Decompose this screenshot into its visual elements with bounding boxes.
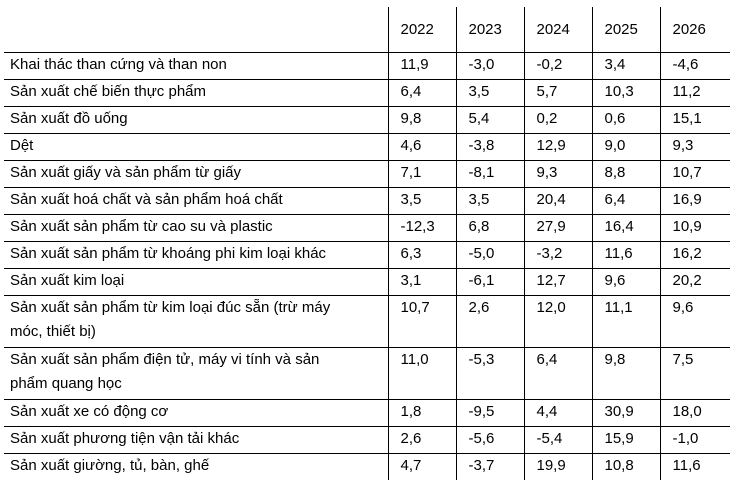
row-label: Sản xuất xe có động cơ bbox=[4, 400, 388, 427]
value-cell: 9,3 bbox=[660, 134, 730, 161]
row-label: Sản xuất phương tiện vận tải khác bbox=[4, 427, 388, 454]
value-cell: 3,5 bbox=[388, 188, 456, 215]
table-row bbox=[4, 427, 730, 454]
table-row bbox=[4, 80, 730, 107]
row-label: Dệt bbox=[4, 134, 388, 161]
value-cell: 30,9 bbox=[592, 400, 660, 427]
value-cell: 20,4 bbox=[524, 188, 592, 215]
value-cell: -5,4 bbox=[524, 427, 592, 454]
value-cell: 12,9 bbox=[524, 134, 592, 161]
value-cell: -5,0 bbox=[456, 242, 524, 269]
value-cell: 6,8 bbox=[456, 215, 524, 242]
value-cell: 11,6 bbox=[592, 242, 660, 269]
table-body bbox=[4, 53, 730, 480]
value-cell: 3,5 bbox=[456, 80, 524, 107]
value-cell: 11,2 bbox=[660, 80, 730, 107]
value-cell: 2,6 bbox=[388, 427, 456, 454]
value-cell: 3,4 bbox=[592, 53, 660, 80]
value-cell: 9,3 bbox=[524, 161, 592, 188]
value-cell: 9,6 bbox=[592, 269, 660, 296]
value-cell: -3,7 bbox=[456, 454, 524, 480]
value-cell: 12,7 bbox=[524, 269, 592, 296]
value-cell: 10,7 bbox=[388, 296, 456, 348]
column-header: 2023 bbox=[456, 7, 524, 53]
table-row bbox=[4, 188, 730, 215]
value-cell: 6,4 bbox=[524, 348, 592, 400]
column-header: 2025 bbox=[592, 7, 660, 53]
value-cell: -5,3 bbox=[456, 348, 524, 400]
value-cell: 11,1 bbox=[592, 296, 660, 348]
value-cell: 9,8 bbox=[388, 107, 456, 134]
value-cell: -12,3 bbox=[388, 215, 456, 242]
value-cell: 9,8 bbox=[592, 348, 660, 400]
row-label: Sản xuất chế biến thực phẩm bbox=[4, 80, 388, 107]
table-row bbox=[4, 107, 730, 134]
value-cell: 4,4 bbox=[524, 400, 592, 427]
value-cell: -6,1 bbox=[456, 269, 524, 296]
value-cell: 2,6 bbox=[456, 296, 524, 348]
value-cell: -3,8 bbox=[456, 134, 524, 161]
value-cell: 9,6 bbox=[660, 296, 730, 348]
row-label bbox=[4, 348, 388, 400]
row-label: Sản xuất giấy và sản phẩm từ giấy bbox=[4, 161, 388, 188]
column-header: 2022 bbox=[388, 7, 456, 53]
value-cell: 15,1 bbox=[660, 107, 730, 134]
value-cell: 0,6 bbox=[592, 107, 660, 134]
value-cell: -1,0 bbox=[660, 427, 730, 454]
row-label-line: phẩm quang học bbox=[10, 372, 388, 396]
row-label: Sản xuất sản phẩm từ khoáng phi kim loại khác bbox=[4, 242, 388, 269]
value-cell: 3,5 bbox=[456, 188, 524, 215]
value-cell: 5,7 bbox=[524, 80, 592, 107]
value-cell: 11,0 bbox=[388, 348, 456, 400]
table-row bbox=[4, 454, 730, 480]
row-label: Sản xuất kim loại bbox=[4, 269, 388, 296]
value-cell: -3,0 bbox=[456, 53, 524, 80]
value-cell: 7,1 bbox=[388, 161, 456, 188]
row-label-line: Sản xuất sản phẩm từ kim loại đúc sẵn (trừ máy bbox=[10, 296, 388, 320]
value-cell: 11,9 bbox=[388, 53, 456, 80]
value-cell: 10,8 bbox=[592, 454, 660, 480]
row-label: Sản xuất đồ uống bbox=[4, 107, 388, 134]
value-cell: -4,6 bbox=[660, 53, 730, 80]
row-label: Sản xuất hoá chất và sản phẩm hoá chất bbox=[4, 188, 388, 215]
column-header: 2024 bbox=[524, 7, 592, 53]
value-cell: 11,6 bbox=[660, 454, 730, 480]
row-label: Khai thác than cứng và than non bbox=[4, 53, 388, 80]
value-cell: -9,5 bbox=[456, 400, 524, 427]
row-label-line: móc, thiết bị) bbox=[10, 320, 388, 344]
header-empty-cell bbox=[4, 7, 388, 53]
value-cell: 7,5 bbox=[660, 348, 730, 400]
data-table bbox=[4, 7, 730, 480]
value-cell: 16,4 bbox=[592, 215, 660, 242]
table-row bbox=[4, 348, 730, 400]
table-row bbox=[4, 161, 730, 188]
table-row bbox=[4, 215, 730, 242]
value-cell: 1,8 bbox=[388, 400, 456, 427]
value-cell: 6,4 bbox=[592, 188, 660, 215]
value-cell: 3,1 bbox=[388, 269, 456, 296]
value-cell: 10,3 bbox=[592, 80, 660, 107]
value-cell: 6,4 bbox=[388, 80, 456, 107]
table-row bbox=[4, 242, 730, 269]
value-cell: 15,9 bbox=[592, 427, 660, 454]
table-row bbox=[4, 53, 730, 80]
table-row bbox=[4, 269, 730, 296]
value-cell: 9,0 bbox=[592, 134, 660, 161]
value-cell: -3,2 bbox=[524, 242, 592, 269]
row-label: Sản xuất giường, tủ, bàn, ghế bbox=[4, 454, 388, 480]
value-cell: 27,9 bbox=[524, 215, 592, 242]
header-row bbox=[4, 7, 730, 53]
value-cell: 10,7 bbox=[660, 161, 730, 188]
row-label bbox=[4, 296, 388, 348]
value-cell: 4,6 bbox=[388, 134, 456, 161]
value-cell: -8,1 bbox=[456, 161, 524, 188]
table-row bbox=[4, 296, 730, 348]
value-cell: -5,6 bbox=[456, 427, 524, 454]
column-header: 2026 bbox=[660, 7, 730, 53]
value-cell: 19,9 bbox=[524, 454, 592, 480]
value-cell: 6,3 bbox=[388, 242, 456, 269]
table-row bbox=[4, 134, 730, 161]
value-cell: 8,8 bbox=[592, 161, 660, 188]
value-cell: 16,2 bbox=[660, 242, 730, 269]
value-cell: 12,0 bbox=[524, 296, 592, 348]
value-cell: 4,7 bbox=[388, 454, 456, 480]
value-cell: 18,0 bbox=[660, 400, 730, 427]
row-label-line: Sản xuất sản phẩm điện tử, máy vi tính và sản bbox=[10, 348, 388, 372]
value-cell: 16,9 bbox=[660, 188, 730, 215]
value-cell: 5,4 bbox=[456, 107, 524, 134]
value-cell: 10,9 bbox=[660, 215, 730, 242]
value-cell: -0,2 bbox=[524, 53, 592, 80]
value-cell: 20,2 bbox=[660, 269, 730, 296]
row-label: Sản xuất sản phẩm từ cao su và plastic bbox=[4, 215, 388, 242]
value-cell: 0,2 bbox=[524, 107, 592, 134]
table-row bbox=[4, 400, 730, 427]
